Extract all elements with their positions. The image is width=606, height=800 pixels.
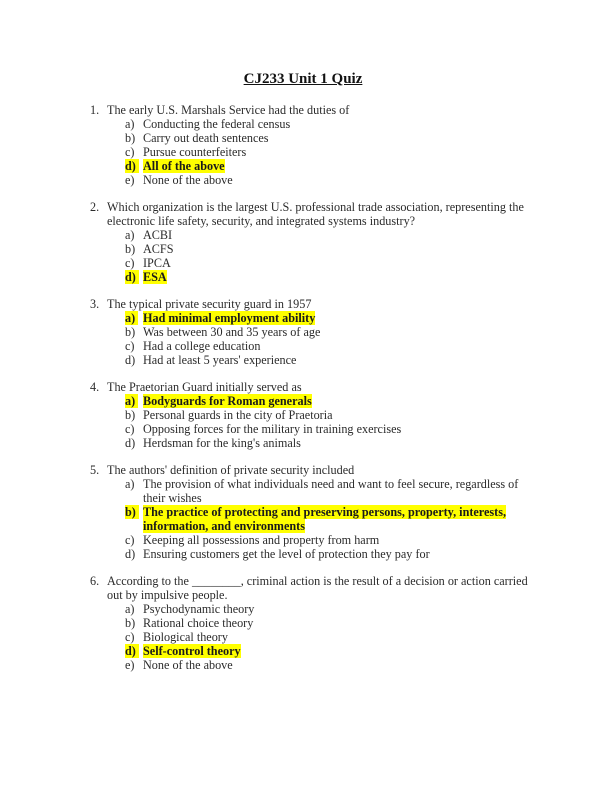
answer-option	[0, 145, 606, 159]
option-letter: c)	[125, 533, 135, 547]
question-number: 6.	[90, 574, 100, 588]
answer-option	[0, 242, 606, 256]
answer-options	[0, 228, 606, 284]
question-1	[0, 103, 606, 187]
answer-option-correct	[0, 270, 606, 284]
option-text: Carry out death sentences	[143, 131, 269, 145]
question-number: 3.	[90, 297, 100, 311]
option-text: Ensuring customers get the level of protection they pay for	[143, 547, 430, 561]
question-text: According to the ________, criminal action is the result of a decision or action carried out by impulsive people.	[107, 574, 528, 602]
answer-option-correct	[0, 505, 606, 533]
answer-option	[0, 658, 606, 672]
answer-option-correct	[0, 394, 606, 408]
option-text: IPCA	[143, 256, 171, 270]
answer-options	[0, 117, 606, 187]
option-letter: b)	[125, 408, 136, 422]
option-letter: d)	[125, 159, 139, 173]
option-letter: b)	[125, 616, 136, 630]
answer-option	[0, 117, 606, 131]
question-number: 2.	[90, 200, 100, 214]
option-text: ESA	[143, 270, 167, 284]
question-5	[0, 463, 606, 561]
question-text: Which organization is the largest U.S. professional trade association, representing the electronic life safety, security, and integrated systems industry?	[107, 200, 524, 228]
question-2	[0, 200, 606, 284]
option-text: None of the above	[143, 658, 233, 672]
answer-option	[0, 422, 606, 436]
option-text: Pursue counterfeiters	[143, 145, 247, 159]
answer-option	[0, 256, 606, 270]
question-3	[0, 297, 606, 367]
question-text: The Praetorian Guard initially served as	[107, 380, 302, 394]
answer-option	[0, 616, 606, 630]
question-number: 5.	[90, 463, 100, 477]
option-text: Biological theory	[143, 630, 228, 644]
option-letter: c)	[125, 256, 135, 270]
answer-option	[0, 339, 606, 353]
answer-option	[0, 602, 606, 616]
answer-option-correct	[0, 644, 606, 658]
answer-options	[0, 394, 606, 450]
option-letter: a)	[125, 602, 135, 616]
answer-option	[0, 408, 606, 422]
option-text: Herdsman for the king's animals	[143, 436, 301, 450]
option-letter: c)	[125, 339, 135, 353]
option-text: Opposing forces for the military in training exercises	[143, 422, 402, 436]
option-letter: c)	[125, 422, 135, 436]
answer-option	[0, 228, 606, 242]
answer-option-correct	[0, 159, 606, 173]
answer-option	[0, 173, 606, 187]
option-letter: a)	[125, 477, 135, 491]
option-text: The practice of protecting and preserving persons, property, interests, information, and environments	[143, 505, 506, 533]
answer-option	[0, 477, 606, 505]
option-letter: d)	[125, 353, 136, 367]
question-list	[0, 103, 606, 685]
option-text: All of the above	[143, 159, 225, 173]
answer-option	[0, 630, 606, 644]
option-letter: b)	[125, 131, 136, 145]
option-text: Had a college education	[143, 339, 261, 353]
option-letter: d)	[125, 436, 136, 450]
option-text: Personal guards in the city of Praetoria	[143, 408, 333, 422]
question-number: 1.	[90, 103, 100, 117]
answer-option-correct	[0, 311, 606, 325]
option-text: Was between 30 and 35 years of age	[143, 325, 321, 339]
answer-option	[0, 436, 606, 450]
question-6	[0, 574, 606, 672]
option-text: Had minimal employment ability	[143, 311, 316, 325]
option-text: Bodyguards for Roman generals	[143, 394, 312, 408]
option-text: ACFS	[143, 242, 174, 256]
question-text: The typical private security guard in 1957	[107, 297, 312, 311]
option-text: Conducting the federal census	[143, 117, 291, 131]
option-text: The provision of what individuals need and want to feel secure, regardless of their wishes	[143, 477, 519, 505]
option-letter: e)	[125, 658, 135, 672]
option-text: Rational choice theory	[143, 616, 254, 630]
page-title: CJ233 Unit 1 Quiz	[243, 71, 363, 87]
option-text: ACBI	[143, 228, 173, 242]
question-text: The early U.S. Marshals Service had the duties of	[107, 103, 350, 117]
question-text: The authors' definition of private security included	[107, 463, 355, 477]
option-text: None of the above	[143, 173, 233, 187]
answer-option	[0, 533, 606, 547]
option-letter: b)	[125, 242, 136, 256]
option-letter: d)	[125, 270, 139, 284]
option-letter: d)	[125, 547, 136, 561]
option-text: Self-control theory	[143, 644, 241, 658]
option-letter: a)	[125, 228, 135, 242]
answer-options	[0, 477, 606, 561]
answer-options	[0, 311, 606, 367]
question-4	[0, 380, 606, 450]
answer-option	[0, 547, 606, 561]
answer-option	[0, 353, 606, 367]
answer-options	[0, 602, 606, 672]
option-letter: a)	[125, 117, 135, 131]
question-number: 4.	[90, 380, 100, 394]
option-letter: c)	[125, 630, 135, 644]
option-letter: c)	[125, 145, 135, 159]
option-letter: a)	[125, 311, 138, 325]
option-letter: d)	[125, 644, 139, 658]
option-text: Had at least 5 years' experience	[143, 353, 297, 367]
option-letter: b)	[125, 325, 136, 339]
answer-option	[0, 325, 606, 339]
option-letter: a)	[125, 394, 138, 408]
option-text: Psychodynamic theory	[143, 602, 255, 616]
option-letter: b)	[125, 505, 139, 519]
answer-option	[0, 131, 606, 145]
option-letter: e)	[125, 173, 135, 187]
option-text: Keeping all possessions and property from harm	[143, 533, 380, 547]
